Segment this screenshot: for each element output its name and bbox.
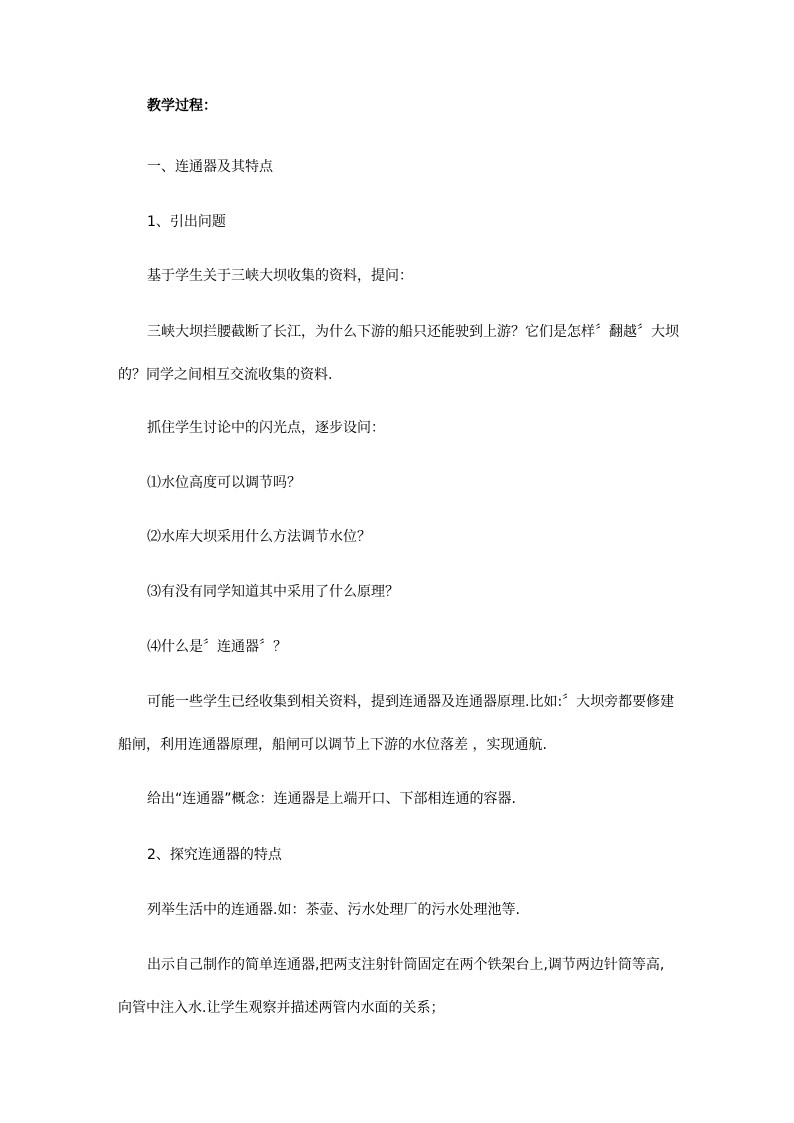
paragraph-daily-examples: 列举生活中的连通器.如：茶壶、污水处理厂的污水处理池等. <box>147 902 520 918</box>
paragraph-question-line-1: 三峡大坝拦腰截断了长江，为什么下游的船只还能驶到上游？它们是怎样〞翻越〞大坝 <box>147 324 679 340</box>
question-4: ⑷什么是〞连通器〞？ <box>147 639 287 655</box>
paragraph-question-line-2: 的？同学之间相互交流收集的资料. <box>118 367 333 383</box>
subsection-2-title: 2、探究连通器的特点 <box>147 847 282 863</box>
paragraph-demo-line-1: 出示自己制作的简单连通器,把两支注射针筒固定在两个铁架台上,调节两边针筒等高, <box>147 957 665 973</box>
paragraph-example-line-1: 可能一些学生已经收集到相关资料，提到连通器及连通器原理.比如:〞大坝旁都要修建 <box>147 694 675 710</box>
question-3: ⑶有没有同学知道其中采用了什么原理？ <box>147 584 399 600</box>
paragraph-demo-line-2: 向管中注入水.让学生观察并描述两管内水面的关系； <box>118 1000 445 1016</box>
paragraph-example-line-2: 船闸，利用连通器原理，船闸可以调节上下游的水位落差 ，实现通航. <box>118 737 547 753</box>
section-1-title: 一、连通器及其特点 <box>147 159 273 175</box>
paragraph-intro: 基于学生关于三峡大坝收集的资料，提问： <box>147 268 413 284</box>
paragraph-definition: 给出“连通器”概念：连通器是上端开口、下部相连通的容器. <box>147 791 516 807</box>
subsection-1-title: 1、引出问题 <box>147 214 226 230</box>
teaching-process-heading: 教学过程： <box>147 98 217 114</box>
paragraph-discussion: 抓住学生讨论中的闪光点，逐步设问： <box>147 420 385 436</box>
question-2: ⑵水库大坝采用什么方法调节水位？ <box>147 529 371 545</box>
question-1: ⑴水位高度可以调节吗？ <box>147 475 301 491</box>
